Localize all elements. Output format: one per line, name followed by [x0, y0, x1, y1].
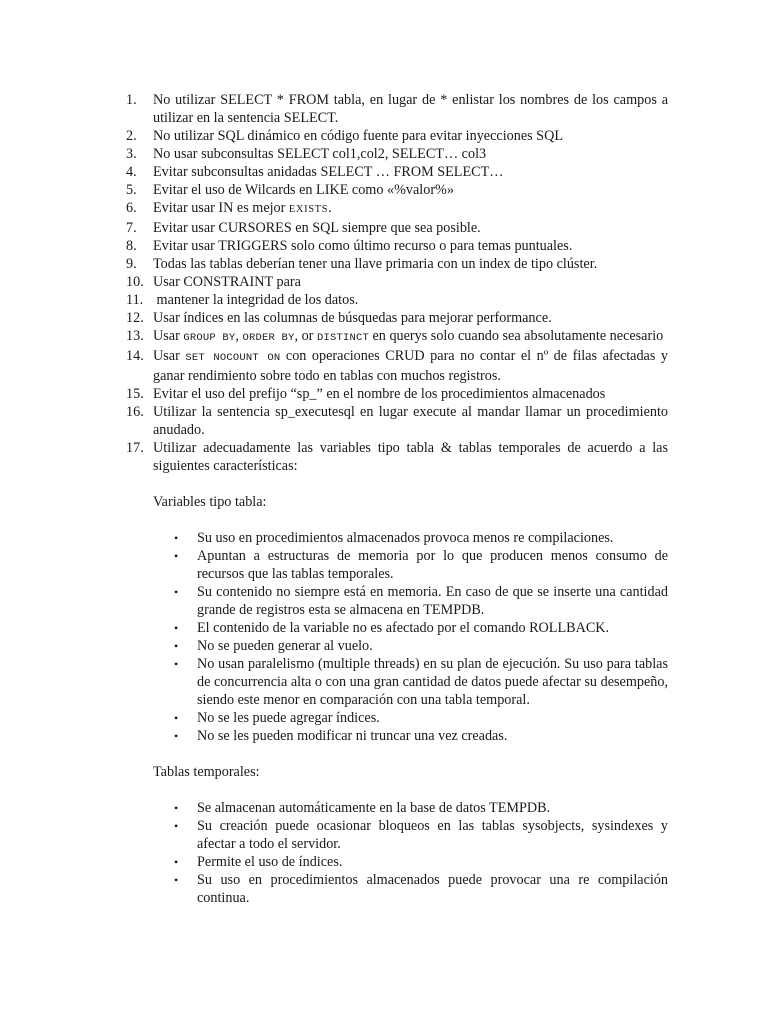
item-number: 15.: [126, 386, 144, 402]
list-item: [126, 199, 668, 219]
bullet-text: Su uso en procedimientos almacenados puede provocar una re compilación continua.: [197, 872, 668, 906]
bullet-text: No se les puede agregar índices.: [197, 710, 380, 726]
variables-list: [126, 529, 668, 745]
bullet-item: [171, 637, 668, 655]
bullet-text: No se les pueden modificar ni truncar una vez creadas.: [197, 728, 508, 744]
item-text: Evitar usar TRIGGERS solo como último recurso o para temas puntuales.: [153, 238, 573, 254]
list-item: [126, 219, 668, 237]
code-keyword: DISTINCT: [316, 332, 369, 344]
item-number: 3.: [126, 146, 137, 162]
item-number: 10.: [126, 274, 144, 290]
bullet-text: El contenido de la variable no es afectado por el comando ROLLBACK.: [197, 620, 610, 636]
code-keyword: EXISTS: [288, 204, 329, 215]
item-number: 12.: [126, 310, 144, 326]
item-text: en querys solo cuando sea absolutamente necesario: [368, 328, 664, 344]
bullet-icon: •: [174, 855, 179, 869]
item-text: mantener la integridad de los datos.: [153, 292, 359, 308]
code-keyword: ORDER BY: [242, 332, 295, 344]
item-text: Evitar subconsultas anidadas SELECT … FROM SELECT…: [153, 164, 504, 180]
list-item: [126, 237, 668, 255]
bullet-icon: •: [174, 819, 179, 833]
bullet-text: Se almacenan automáticamente en la base de datos TEMPDB.: [197, 800, 551, 816]
item-number: 7.: [126, 220, 137, 236]
list-item: [126, 309, 668, 327]
item-text: ,: [235, 328, 243, 344]
list-item: [126, 145, 668, 163]
bullet-text: Su uso en procedimientos almacenados provoca menos re compilaciones.: [197, 530, 614, 546]
item-text: No usar subconsultas SELECT col1,col2, SELECT… col3: [153, 146, 487, 162]
bullet-item: [171, 853, 668, 871]
item-text: Evitar usar IN es mejor: [153, 200, 289, 216]
item-text: Usar CONSTRAINT para: [153, 274, 301, 290]
bullet-item: [171, 799, 668, 817]
bullet-icon: •: [174, 621, 179, 635]
bullet-item: [171, 655, 668, 709]
list-item: [126, 347, 668, 385]
item-number: 11.: [126, 292, 144, 308]
bullet-icon: •: [174, 801, 179, 815]
bullet-text: No usan paralelismo (multiple threads) en su plan de ejecución. Su uso para tablas de concurrencia alta o con una gran cantidad de datos puede afectar su desempeño, siendo este menor en comparación con una tabla temporal.: [197, 656, 668, 708]
bullet-icon: •: [174, 585, 179, 599]
item-number: 17.: [126, 440, 144, 456]
code-keyword: GROUP BY: [183, 332, 236, 344]
item-text: Evitar el uso del prefijo “sp_” en el nombre de los procedimientos almacenados: [153, 386, 606, 402]
item-number: 4.: [126, 164, 137, 180]
item-number: 6.: [126, 200, 137, 216]
list-item: [126, 181, 668, 199]
list-item: [126, 291, 668, 309]
item-text: Usar índices en las columnas de búsquedas para mejorar performance.: [153, 310, 552, 326]
item-number: 5.: [126, 182, 137, 198]
temporales-heading: Tablas temporales:: [153, 764, 260, 780]
list-item: [126, 273, 668, 291]
bullet-icon: •: [174, 729, 179, 743]
item-number: 1.: [126, 92, 137, 108]
code-keyword: SET NOCOUNT ON: [185, 352, 281, 364]
list-item: [126, 403, 668, 439]
list-item: [126, 439, 668, 475]
item-number: 9.: [126, 256, 137, 272]
item-number: 16.: [126, 404, 144, 420]
item-number: 2.: [126, 128, 137, 144]
item-text: Utilizar adecuadamente las variables tipo tabla & tablas temporales de acuerdo a las siguientes características:: [153, 440, 668, 474]
item-text: Evitar usar CURSORES en SQL siempre que sea posible.: [153, 220, 481, 236]
item-text: , or: [294, 328, 317, 344]
item-number: 8.: [126, 238, 137, 254]
item-text: Utilizar la sentencia sp_executesql en lugar execute al mandar llamar un procedimiento anudado.: [153, 404, 668, 438]
item-text: No utilizar SELECT * FROM tabla, en lugar de * enlistar los nombres de los campos a utilizar en la sentencia SELECT.: [153, 92, 668, 126]
bullet-text: Su creación puede ocasionar bloqueos en las tablas sysobjects, sysindexes y afectar a todo el servidor.: [197, 818, 668, 852]
bullet-text: Su contenido no siempre está en memoria. En caso de que se inserte una cantidad grande de registros esta se almacena en TEMPDB.: [197, 584, 668, 618]
bullet-item: [171, 529, 668, 547]
item-text: Todas las tablas deberían tener una llave primaria con un index de tipo clúster.: [153, 256, 598, 272]
bullet-icon: •: [174, 711, 179, 725]
bullet-text: Permite el uso de índices.: [197, 854, 343, 870]
temporales-list: [126, 799, 668, 907]
list-item: [126, 127, 668, 145]
bullet-icon: •: [174, 873, 179, 887]
bullet-icon: •: [174, 657, 179, 671]
list-item: [126, 327, 668, 347]
list-item: [126, 255, 668, 273]
item-text: con operaciones CRUD para no contar el nº de filas afectadas y ganar rendimiento sobre todo en tablas con muchos registros.: [153, 348, 668, 384]
list-item: [126, 385, 668, 403]
item-text: No utilizar SQL dinámico en código fuente para evitar inyecciones SQL: [153, 128, 563, 144]
bullet-icon: •: [174, 531, 179, 545]
list-item: [126, 163, 668, 181]
item-number: 14.: [126, 348, 144, 364]
bullet-text: No se pueden generar al vuelo.: [197, 638, 373, 654]
bullet-item: [171, 709, 668, 727]
bullet-item: [171, 619, 668, 637]
bullet-icon: •: [174, 639, 179, 653]
item-number: 13.: [126, 328, 144, 344]
item-text: Usar: [153, 348, 186, 364]
item-text: Usar: [153, 328, 184, 344]
bullet-item: [171, 583, 668, 619]
bullet-item: [171, 817, 668, 853]
bullet-item: [171, 547, 668, 583]
variables-heading: Variables tipo tabla:: [153, 494, 267, 510]
bullet-text: Apuntan a estructuras de memoria por lo que producen menos consumo de recursos que las tablas temporales.: [197, 548, 668, 582]
item-text: Evitar el uso de Wilcards en LIKE como «%valor%»: [153, 182, 454, 198]
bullet-icon: •: [174, 549, 179, 563]
bullet-item: [171, 727, 668, 745]
list-item: [126, 91, 668, 127]
bullet-item: [171, 871, 668, 907]
recommendations-list: [126, 91, 668, 475]
item-text: .: [328, 200, 332, 216]
